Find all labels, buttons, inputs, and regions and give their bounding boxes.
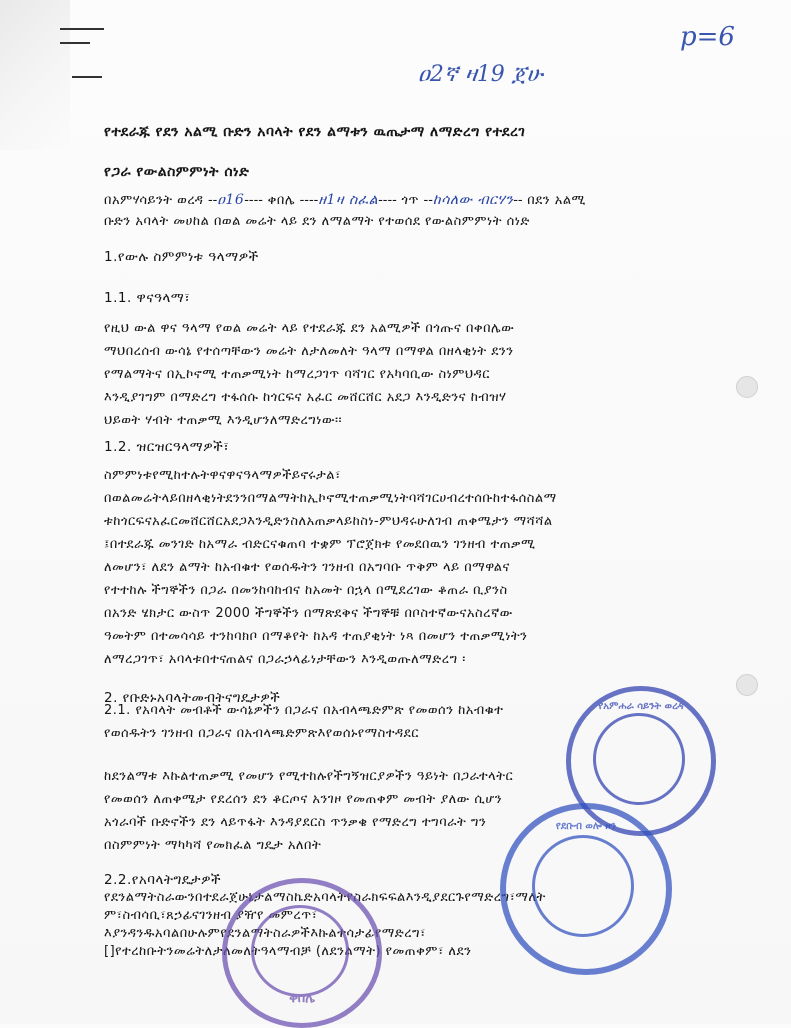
punch-hole xyxy=(736,376,758,398)
para2-line: በወልመሬትላይበዘላቂነትደንንበማልማትከኢኮኖሚተጠቃሚነትባሻገርሀብረተሰቡከተፋሰስልማ xyxy=(104,491,557,506)
para5-line: እያንዳንዱአባልበሁሉምየደንልማትስራዎችእኩልተሳታፊየማድረግ፣ xyxy=(104,926,426,941)
woreda-fill: ዐ16 xyxy=(217,192,245,208)
para2-line: ቱከጎርፍናአፈርመሸርሸርአደጋእንዲድንስለአጠቃላይከስነ-ምህዳሩሁለገብ ጠቀሜታን ማሻሻል xyxy=(104,514,553,529)
para4-line: አጎራባች ቡድኖችን ደን ላይጥፋት እንዳያደርስ ጥንቃቄ የማድረግ ተግባራት ግን xyxy=(104,815,487,830)
para4-line: በስምምነት ማካካሻ የመክፈል ግዴታ አለበት xyxy=(104,838,322,853)
para1-line: የማልማትና በኢኮኖሚ ተጠቃሚነት ከማረጋገጥ ባሻገር የአካባቢው ስነምህዳር xyxy=(104,367,490,382)
para1-line: ህይወት ሃብት ተጠቃሚ እንዲሆንለማድረግነው፡፡ xyxy=(104,413,343,428)
para1-line: ማህበረሰብ ውሳኔ የተሰጣቸውን መሬት ለታለመለት ዓላማ በማዋል በዘላቂነት ደንን xyxy=(104,344,514,359)
kebele-fill: ዘ1ዛ ስፈል xyxy=(318,192,379,208)
margin-mark xyxy=(60,28,104,30)
para2-line: ስምምነቱየሚከተሉትዋናዋናዓላማዎችይኖሩታል፣ xyxy=(104,468,341,483)
para2-line: ለመሆን፣ ለደን ልማት ከአብቁተ የወሰዱትን ገንዘብ በአግባቡ ጥቅም ላይ በማዋልና xyxy=(104,560,510,575)
para2-line: በአንድ ሄክታር ውስጥ 2000 ችግኞችን በማጽደቅና ችግኞቹ በቦስተኛውናአስረኛው xyxy=(104,606,513,621)
handwritten-annotation: ዐ2ኛ ዛ19 ጀሁ xyxy=(418,62,543,87)
stamp-right-top: የአምሐራ ሳይንት ወረዳ xyxy=(566,686,716,836)
title-line-2: የጋራ የውልስምምነት ሰነድ xyxy=(104,164,250,180)
section-2-2-heading: 2.2.የአባላትግዴታዎች xyxy=(104,872,222,888)
margin-mark xyxy=(60,42,90,44)
stamp-bottom-left: ቀበሌ xyxy=(222,878,382,1028)
para1-line: የዚህ ውል ዋና ዓላማ የወል መሬት ላይ የተደራጁ ደን አልሚዎች በጎጡና በቀበሌው xyxy=(104,321,515,336)
para5-line: ም፣ስብሳቢ፣ጸኃፊናገንዘብ ያዥየ መምረጥ፣ xyxy=(104,908,318,923)
page-number: p=6 xyxy=(680,22,735,52)
para5-line: የደንልማትስራውንበተደራጀሁኔታልማስኬድአባላትየስራክፍፍልእንዲያደርጉየማድረግ፣ማለት xyxy=(104,890,546,905)
para2-line: ዓመትም በተመሳሳይ ተንከባክቦ በማቆየት ከአዳ ተጠያቂነት ነጻ በመሆን ተጠቃሚነትን xyxy=(104,629,528,644)
para4-line: የመወሰን ለጠቀሜታ የደረሰን ደን ቆርጦና አንገዞ የመጠቀም መብት ያለው ሲሆን xyxy=(104,792,503,807)
got-fill: ከሳለው ብርሃን xyxy=(432,192,514,208)
folded-corner xyxy=(0,0,70,150)
title-line-1: የተደራጁ የደን አልሚ ቡድን አባላት የደን ልማቱን ዉጤታማ ለማድረግ የተደረገ xyxy=(104,124,526,140)
section-2-heading: 2. የቡድኑአባላትመብትናግዴታዎች xyxy=(104,690,281,706)
intro-line-1: በአምሃሳይንት ወረዳ --ዐ16---- ቀበሌ ----ዘ1ዛ ስፈል---- ጎጥ --ከሳለው ብርሃን-- በደን አልሚ xyxy=(104,192,586,208)
intro-line-2: ቡድን አባላት መሀከል በወል መሬት ላይ ደን ለማልማት የተወሰደ የውልስምምነት ሰነድ xyxy=(104,214,530,229)
para3-line: 2.1. የአባላት መብቶች ውሳኔዎችን በጋራና በአብላጫድምጽ የመወሰን ከአብቁተ xyxy=(104,703,504,718)
stamp-right-bottom: የደቡብ ወሎ ዞን xyxy=(500,803,672,975)
para4-line: ከደንልማቱ እኩልተጠቃሚ የመሆን የሚተከሉየችግኝዝርያዎችን ዓይነት በጋራተላትር xyxy=(104,769,514,784)
margin-mark xyxy=(72,76,102,78)
section-1-heading: 1.የውሉ ስምምነቱ ዓላማዎች xyxy=(104,249,259,265)
para2-line: የተተከሉ ችግኞችን በጋራ በመንከባከብና ከአመት በኋላ በሚደረገው ቆጠራ ቢያንስ xyxy=(104,583,508,598)
para5-line: []የተረከቡትንመሬትለታለመለትዓላማብቻ (ለደንልማት) የመጠቀም፣ ለደን xyxy=(104,944,472,959)
para2-line: ፤በተደራጁ መንገድ ከአማራ ብድርናቁጠባ ተቋም ፕሮጀክቱ የመደበዉን ገንዘብ ተጠቃሚ xyxy=(104,537,536,552)
para3-line: የወሰዱትን ገንዘብ በጋራና በአብላጫድምጽእየወሰኑየማስተዳደር xyxy=(104,726,419,741)
para2-line: ለማረጋገጥ፣ አባላቱበተናጠልና በጋራኃላፊነታቸውን እንዲወጡለማድረግ ፡ xyxy=(104,652,466,667)
para1-line: እንዲያገግም በማድረግ ተፋሰሱ ከጎርፍና አፈር መሸርሸር አደጋ እንዲድንና ከብዝሃ xyxy=(104,390,507,405)
punch-hole xyxy=(736,674,758,696)
section-1-2-heading: 1.2. ዝርዝርዓላማዎች፣ xyxy=(104,439,230,455)
section-1-1-heading: 1.1. ዋናዓላማ፣ xyxy=(104,290,191,306)
